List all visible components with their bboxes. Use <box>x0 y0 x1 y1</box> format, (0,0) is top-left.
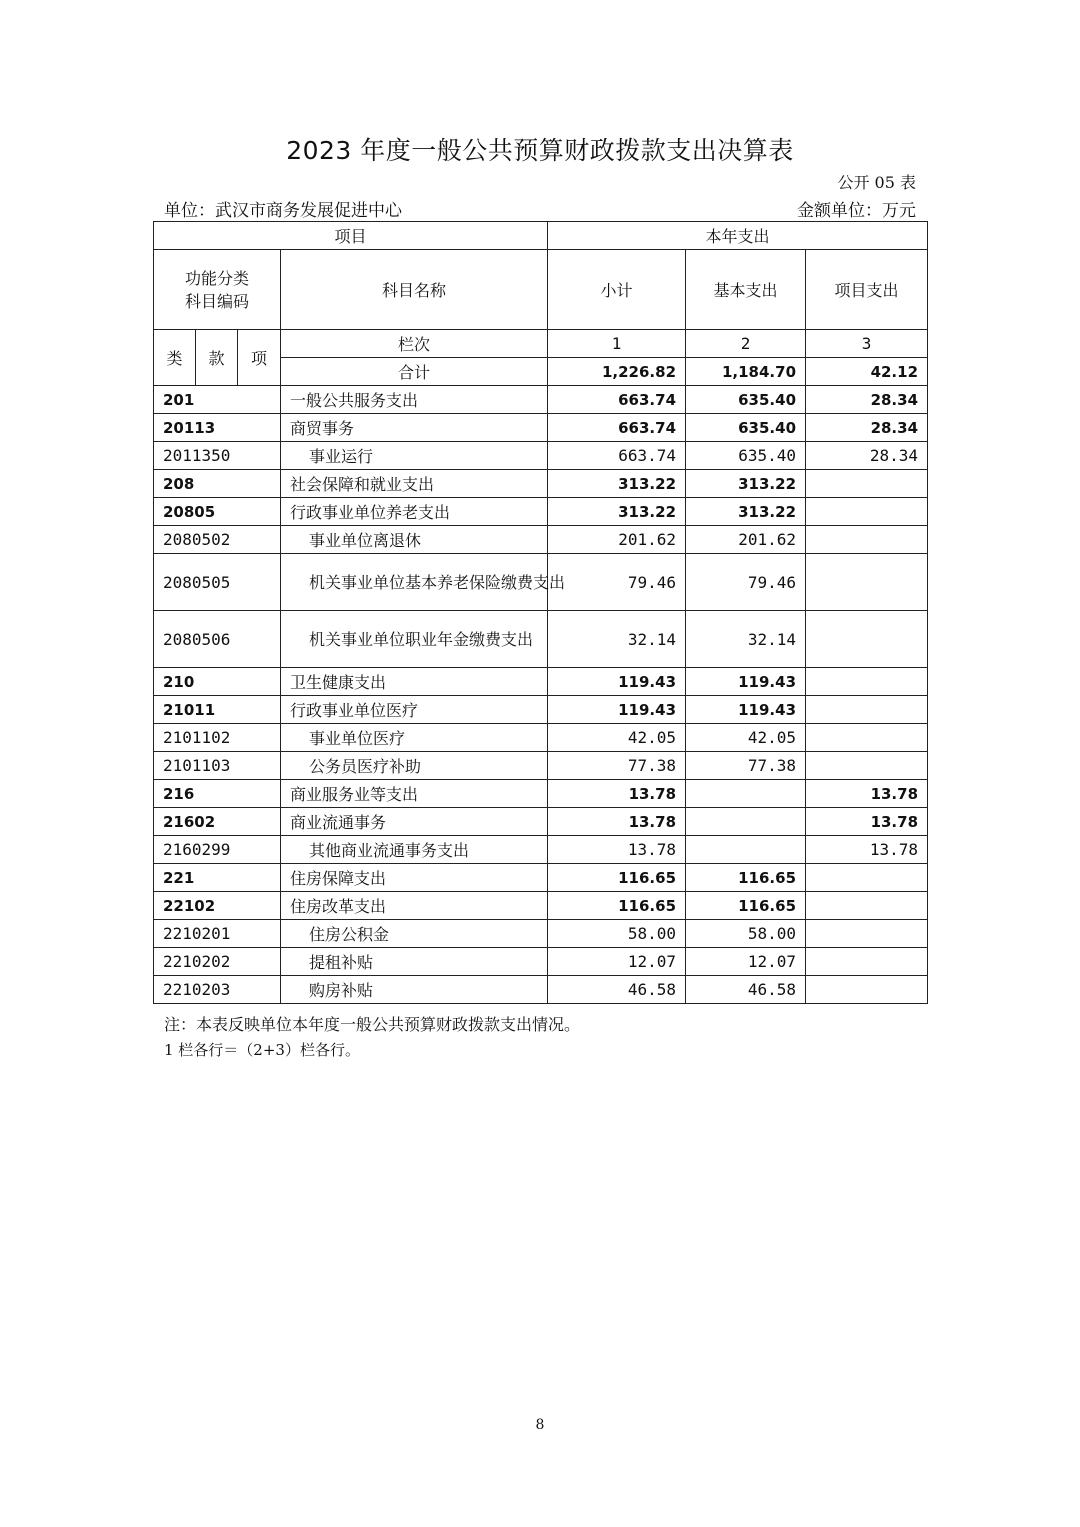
row-code: 208 <box>154 470 281 498</box>
header-basic: 基本支出 <box>686 250 806 330</box>
table-row <box>154 526 928 554</box>
row-code: 2210201 <box>154 920 281 948</box>
table-row <box>154 386 928 414</box>
row-project <box>806 668 928 696</box>
row-project <box>806 948 928 976</box>
table-row <box>154 470 928 498</box>
row-subject-name: 住房改革支出 <box>281 892 548 920</box>
table-row <box>154 611 928 668</box>
header-subject-name: 科目名称 <box>281 250 548 330</box>
row-basic: 116.65 <box>686 892 806 920</box>
row-subject-name: 社会保障和就业支出 <box>281 470 548 498</box>
table-row <box>154 668 928 696</box>
table-row <box>154 864 928 892</box>
total-subtotal: 1,226.82 <box>548 358 686 386</box>
row-project: 28.34 <box>806 442 928 470</box>
row-subject-name: 商业服务业等支出 <box>281 780 548 808</box>
row-subtotal: 58.00 <box>548 920 686 948</box>
row-basic <box>686 836 806 864</box>
row-subject-name: 卫生健康支出 <box>281 668 548 696</box>
row-project: 13.78 <box>806 808 928 836</box>
row-project <box>806 696 928 724</box>
row-code: 210 <box>154 668 281 696</box>
header-lei: 类 <box>154 330 196 386</box>
row-subject-name: 事业单位离退休 <box>281 526 548 554</box>
row-subject-name: 住房公积金 <box>281 920 548 948</box>
row-basic <box>686 808 806 836</box>
row-basic: 201.62 <box>686 526 806 554</box>
row-subject-name: 商贸事务 <box>281 414 548 442</box>
row-subtotal: 201.62 <box>548 526 686 554</box>
page-number: 8 <box>535 1417 545 1433</box>
row-subject-name: 一般公共服务支出 <box>281 386 548 414</box>
table-row <box>154 724 928 752</box>
row-project: 28.34 <box>806 386 928 414</box>
page-title: 2023 年度一般公共预算财政拨款支出决算表 <box>286 136 794 165</box>
row-subtotal: 77.38 <box>548 752 686 780</box>
unit-label: 单位：武汉市商务发展促进中心 <box>164 201 402 221</box>
table-row <box>154 414 928 442</box>
row-subtotal: 42.05 <box>548 724 686 752</box>
table-row <box>154 976 928 1004</box>
row-subject-name: 行政事业单位养老支出 <box>281 498 548 526</box>
row-subtotal: 119.43 <box>548 668 686 696</box>
row-subject-name: 提租补贴 <box>281 948 548 976</box>
row-subject-name: 机关事业单位职业年金缴费支出 <box>281 611 548 668</box>
row-subject-name: 事业运行 <box>281 442 548 470</box>
row-project <box>806 752 928 780</box>
row-basic <box>686 780 806 808</box>
row-code: 2101103 <box>154 752 281 780</box>
row-code: 22102 <box>154 892 281 920</box>
row-project <box>806 920 928 948</box>
row-project <box>806 724 928 752</box>
row-code: 21602 <box>154 808 281 836</box>
row-subtotal: 313.22 <box>548 470 686 498</box>
row-code: 216 <box>154 780 281 808</box>
row-subtotal: 13.78 <box>548 836 686 864</box>
header-col1: 1 <box>548 330 686 358</box>
row-subtotal: 32.14 <box>548 611 686 668</box>
header-this-year: 本年支出 <box>548 222 928 250</box>
row-project <box>806 554 928 611</box>
table-row <box>154 948 928 976</box>
row-subject-name: 事业单位医疗 <box>281 724 548 752</box>
row-code: 21011 <box>154 696 281 724</box>
row-code: 2210203 <box>154 976 281 1004</box>
row-code: 20805 <box>154 498 281 526</box>
row-subject-name: 商业流通事务 <box>281 808 548 836</box>
header-subtotal: 小计 <box>548 250 686 330</box>
row-code: 2160299 <box>154 836 281 864</box>
row-subtotal: 313.22 <box>548 498 686 526</box>
row-project: 13.78 <box>806 780 928 808</box>
header-col3: 3 <box>806 330 928 358</box>
row-project <box>806 892 928 920</box>
row-subtotal: 663.74 <box>548 386 686 414</box>
amount-unit-label: 金额单位：万元 <box>797 201 916 221</box>
row-project: 28.34 <box>806 414 928 442</box>
row-code: 2101102 <box>154 724 281 752</box>
row-subtotal: 663.74 <box>548 414 686 442</box>
row-code: 2080502 <box>154 526 281 554</box>
row-basic: 116.65 <box>686 864 806 892</box>
row-subtotal: 79.46 <box>548 554 686 611</box>
table-row <box>154 780 928 808</box>
row-subject-name: 购房补贴 <box>281 976 548 1004</box>
header-kuan: 款 <box>196 330 238 386</box>
row-code: 221 <box>154 864 281 892</box>
row-subject-name: 机关事业单位基本养老保险缴费支出 <box>281 554 548 611</box>
row-basic: 635.40 <box>686 386 806 414</box>
total-project: 42.12 <box>806 358 928 386</box>
row-subtotal: 13.78 <box>548 808 686 836</box>
row-basic: 635.40 <box>686 414 806 442</box>
row-basic: 313.22 <box>686 498 806 526</box>
row-basic: 79.46 <box>686 554 806 611</box>
row-subtotal: 116.65 <box>548 892 686 920</box>
row-basic: 77.38 <box>686 752 806 780</box>
row-subtotal: 46.58 <box>548 976 686 1004</box>
row-project <box>806 611 928 668</box>
row-basic: 32.14 <box>686 611 806 668</box>
table-row <box>154 442 928 470</box>
header-column-order: 栏次 <box>281 330 548 358</box>
row-basic: 119.43 <box>686 668 806 696</box>
row-subject-name: 其他商业流通事务支出 <box>281 836 548 864</box>
row-project <box>806 498 928 526</box>
header-code: 功能分类 科目编码 <box>154 250 281 330</box>
row-project <box>806 864 928 892</box>
table-row <box>154 752 928 780</box>
row-code: 201 <box>154 386 281 414</box>
row-code: 2011350 <box>154 442 281 470</box>
row-subject-name: 住房保障支出 <box>281 864 548 892</box>
row-code: 2080506 <box>154 611 281 668</box>
table-row <box>154 808 928 836</box>
note-line-2: 1 栏各行＝（2+3）栏各行。 <box>164 1041 360 1059</box>
row-subtotal: 12.07 <box>548 948 686 976</box>
row-code: 2080505 <box>154 554 281 611</box>
row-basic: 12.07 <box>686 948 806 976</box>
row-subtotal: 13.78 <box>548 780 686 808</box>
header-xiang: 项 <box>238 330 281 386</box>
row-project <box>806 526 928 554</box>
note-line-1: 注：本表反映单位本年度一般公共预算财政拨款支出情况。 <box>164 1015 581 1034</box>
row-code: 2210202 <box>154 948 281 976</box>
table-row <box>154 696 928 724</box>
row-subtotal: 119.43 <box>548 696 686 724</box>
form-number: 公开 05 表 <box>837 173 916 192</box>
row-basic: 119.43 <box>686 696 806 724</box>
header-item: 项目 <box>154 222 548 250</box>
row-basic: 58.00 <box>686 920 806 948</box>
row-basic: 635.40 <box>686 442 806 470</box>
row-basic: 42.05 <box>686 724 806 752</box>
row-project <box>806 976 928 1004</box>
row-project: 13.78 <box>806 836 928 864</box>
row-basic: 313.22 <box>686 470 806 498</box>
total-label: 合计 <box>281 358 548 386</box>
table-row <box>154 892 928 920</box>
table-row <box>154 836 928 864</box>
header-row-3 <box>154 330 928 358</box>
row-code: 20113 <box>154 414 281 442</box>
expenditure-table <box>153 221 928 1004</box>
table-row <box>154 498 928 526</box>
row-subtotal: 663.74 <box>548 442 686 470</box>
row-basic: 46.58 <box>686 976 806 1004</box>
header-row-1 <box>154 222 928 250</box>
header-col2: 2 <box>686 330 806 358</box>
total-basic: 1,184.70 <box>686 358 806 386</box>
header-row-2 <box>154 250 928 330</box>
row-subtotal: 116.65 <box>548 864 686 892</box>
header-project: 项目支出 <box>806 250 928 330</box>
row-project <box>806 470 928 498</box>
table-row <box>154 920 928 948</box>
row-subject-name: 行政事业单位医疗 <box>281 696 548 724</box>
row-subject-name: 公务员医疗补助 <box>281 752 548 780</box>
table-row <box>154 554 928 611</box>
